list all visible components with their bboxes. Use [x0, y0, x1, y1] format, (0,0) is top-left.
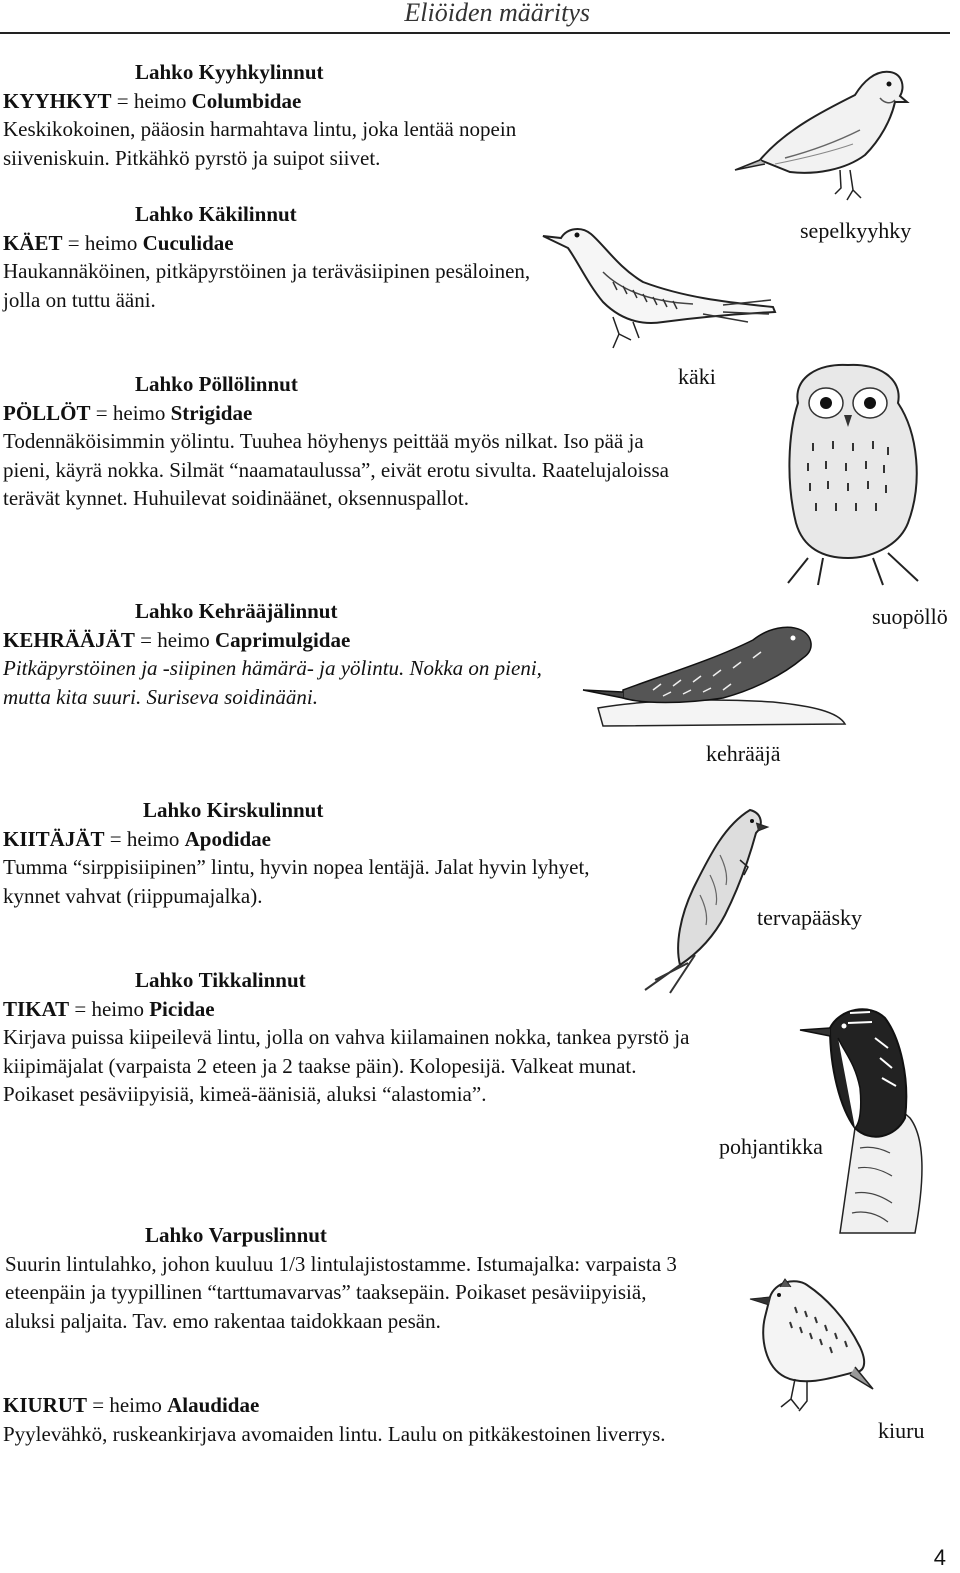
description: Suurin lintulahko, johon kuuluu 1/3 lintulajistostamme. Istumajalka: varpaista 3 eteenpäin ja tyypillinen “tarttumavarvas” taaksepäin. Poikaset pesäviipyisiä, aluksi paljaita. Tav. emo rakentaa taidokkaan pesän. — [5, 1251, 677, 1333]
order-heading: Lahko Pöllölinnut — [135, 372, 298, 396]
section-pollolinnut — [3, 370, 693, 513]
description: Pitkäpyrstöinen ja -siipinen hämärä- ja yölintu. Nokka on pieni, mutta kita suuri. Suriseva soidinääni. — [3, 656, 542, 709]
section-kehraajalinnut — [3, 597, 573, 711]
section-kyyhkylinnut — [3, 58, 563, 172]
description: Pyylevähkö, ruskeankirjava avomaiden lintu. Laulu on pitkäkestoinen liverrys. — [3, 1421, 666, 1446]
family-line: PÖLLÖT = heimo Strigidae — [3, 400, 253, 425]
nightjar-illustration — [583, 620, 848, 730]
woodpecker-illustration — [800, 998, 930, 1233]
order-heading: Lahko Käkilinnut — [135, 202, 297, 226]
caption-kiuru: kiuru — [878, 1418, 925, 1443]
page-number: 4 — [933, 1545, 946, 1570]
caption-sepelkyyhky: sepelkyyhky — [800, 218, 912, 243]
order-heading: Lahko Kehrääjälinnut — [135, 599, 338, 623]
owl-illustration — [778, 363, 928, 588]
pigeon-illustration — [735, 60, 910, 205]
description: Tumma “sirppisiipinen” lintu, hyvin nopea lentäjä. Jalat hyvin lyhyet, kynnet vahvat (riippumajalka). — [3, 855, 590, 908]
caption-suopollo: suopöllö — [872, 604, 948, 629]
header-divider — [0, 32, 950, 34]
family-line: KÄET = heimo Cuculidae — [3, 230, 234, 255]
description: Keskikokoinen, pääosin harmahtava lintu, joka lentää nopein siiveniskuin. Pitkähkö pyrstö ja suipot siivet. — [3, 117, 517, 170]
order-heading: Lahko Varpuslinnut — [145, 1223, 327, 1247]
section-varpuslinnut — [5, 1221, 685, 1335]
family-line: KEHRÄÄJÄT = heimo Caprimulgidae — [3, 627, 351, 652]
section-kiurut — [3, 1391, 703, 1448]
family-line: KIURUT = heimo Alaudidae — [3, 1393, 260, 1417]
family-line: TIKAT = heimo Picidae — [3, 996, 215, 1021]
order-heading: Lahko Tikkalinnut — [135, 968, 306, 992]
description: Todennäköisimmin yölintu. Tuuhea höyhenys peittää myös nilkat. Iso pää ja pieni, käyrä nokka. Silmät “naamataulussa”, eivät erotu sivulta. Raatelujaloissa terävät kynnet. Huhuilevat soidinäänet, oksennuspallot. — [3, 429, 669, 510]
caption-pohjantikka: pohjantikka — [719, 1134, 823, 1159]
page-header-title: Eliöiden määritys — [404, 0, 590, 27]
section-kakilinnut — [3, 200, 533, 314]
family-line: KYYHKYT = heimo Columbidae — [3, 88, 302, 113]
description: Haukannäköinen, pitkäpyrstöinen ja teräväsiipinen pesäloinen, jolla on tuttu ääni. — [3, 259, 531, 312]
section-tikkalinnut — [3, 966, 693, 1109]
swift-illustration — [640, 805, 770, 995]
section-kirskulinnut — [3, 796, 623, 910]
lark-illustration — [745, 1277, 875, 1417]
family-line: KIITÄJÄT = heimo Apodidae — [3, 826, 271, 851]
caption-kaki: käki — [678, 364, 716, 389]
description: Kirjava puissa kiipeilevä lintu, jolla on vahva kiilamainen nokka, tankea pyrstö ja kiipimäjalat (varpaista 2 eteen ja 2 taakse päin). Kolopesijä. Valkeat munat. Poikaset pesäviipyisiä, kimeä-äänisiä, aluksi “alastomia”. — [3, 1025, 690, 1106]
caption-tervapaasky: tervapääsky — [757, 905, 863, 930]
order-heading: Lahko Kirskulinnut — [143, 798, 324, 822]
caption-kehraaja: kehrääjä — [706, 741, 781, 766]
cuckoo-illustration — [543, 222, 778, 357]
order-heading: Lahko Kyyhkylinnut — [135, 60, 324, 84]
